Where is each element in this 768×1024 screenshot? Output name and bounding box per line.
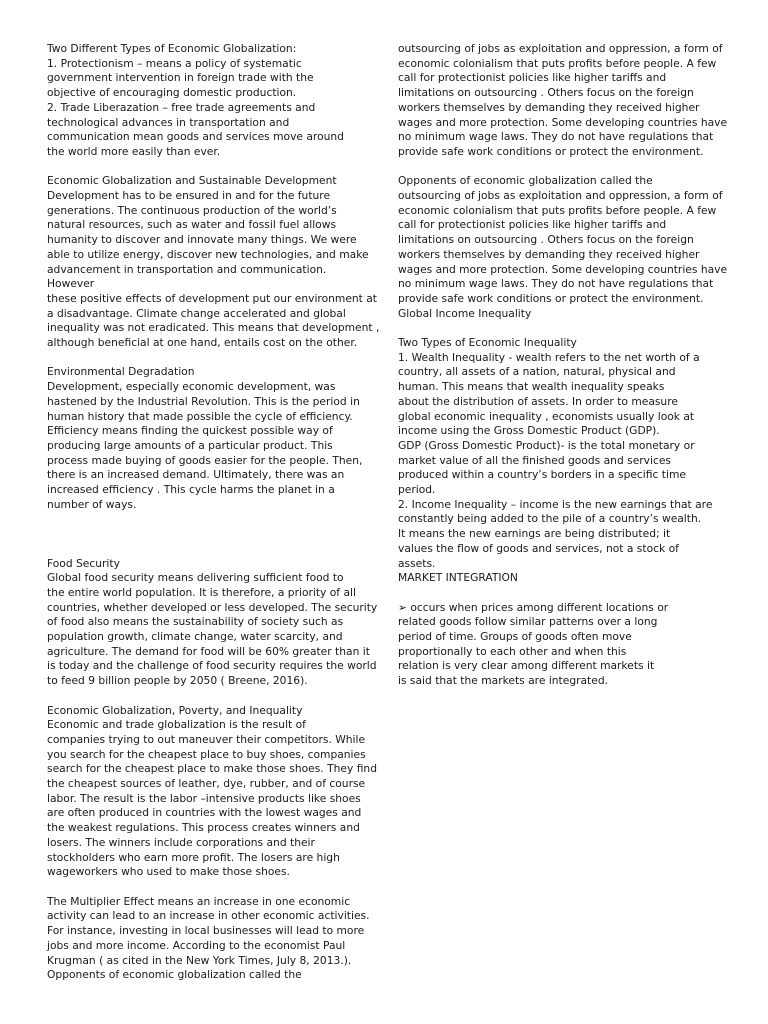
text-line: Food Security — [47, 556, 120, 570]
text-line: 1. Wealth Inequality - wealth refers to the net worth of a — [398, 350, 700, 364]
text-line: are often produced in countries with the lowest wages and — [47, 806, 362, 820]
text-line: period. — [398, 483, 436, 497]
text-line: technological advances in transportation and — [47, 115, 290, 129]
paragraph-block — [398, 174, 728, 321]
text-line: labor. The result is the labor –intensive products like shoes — [47, 791, 361, 805]
text-line: objective of encouraging domestic production. — [47, 86, 297, 100]
right-column — [398, 42, 728, 704]
text-line: losers. The winners include corporations and their — [47, 835, 315, 849]
text-line: outsourcing of jobs as exploitation and oppression, a form of — [398, 42, 723, 55]
text-line: the cheapest sources of leather, dye, rubber, and of course — [47, 777, 366, 791]
text-line: workers themselves by demanding they received higher — [398, 247, 700, 261]
text-line: Krugman ( as cited in the New York Times, July 8, 2013.). — [47, 953, 352, 967]
text-line: agriculture. The demand for food will be 60% greater than it — [47, 644, 370, 658]
text-line: economic colonialism that puts profits before people. A few — [398, 203, 717, 217]
text-line: jobs and more income. According to the economist Paul — [47, 938, 346, 952]
text-line: advancement in transportation and communication. — [47, 262, 327, 276]
text-line: Economic Globalization and Sustainable Development — [47, 174, 337, 188]
text-line: The Multiplier Effect means an increase in one economic — [47, 894, 351, 908]
text-line: Global Income Inequality — [398, 306, 532, 320]
text-line: government intervention in foreign trade with the — [47, 71, 314, 85]
text-line: call for protectionist policies like higher tariffs and — [398, 218, 667, 232]
text-line: number of ways. — [47, 497, 137, 511]
text-line: values the flow of goods and services, not a stock of — [398, 541, 679, 555]
text-line: increased efficiency . This cycle harms the planet in a — [47, 483, 335, 497]
text-line: 1. Protectionism – means a policy of systematic — [47, 56, 302, 70]
text-line: to feed 9 billion people by 2050 ( Breene, 2016). — [47, 674, 308, 688]
text-line: is said that the markets are integrated. — [398, 674, 608, 688]
text-line: the world more easily than ever. — [47, 144, 221, 158]
text-line: produced within a country’s borders in a specific time — [398, 468, 686, 482]
text-line: For instance, investing in local businesses will lead to more — [47, 924, 365, 938]
text-line: limitations on outsourcing . Others focus on the foreign — [398, 233, 694, 247]
text-line: the entire world population. It is therefore, a priority of all — [47, 585, 356, 599]
text-line: Development has to be ensured in and for the future — [47, 189, 331, 203]
text-line: 2. Income Inequality – income is the new earnings that are — [398, 497, 713, 511]
text-line: relation is very clear among different markets it — [398, 659, 655, 673]
text-line: able to utilize energy, discover new technologies, and make — [47, 247, 369, 261]
text-line: a disadvantage. Climate change accelerated and global — [47, 306, 346, 320]
text-line: call for protectionist policies like higher tariffs and — [398, 71, 667, 85]
text-line: companies trying to out maneuver their competitors. While — [47, 732, 366, 746]
text-line: It means the new earnings are being distributed; it — [398, 527, 671, 541]
paragraph-block — [398, 336, 728, 586]
left-column — [47, 42, 380, 998]
text-line: ➢ occurs when prices among different locations or — [398, 600, 669, 614]
text-line: Environmental Degradation — [47, 365, 195, 379]
text-line: Opponents of economic globalization called the — [398, 174, 653, 188]
text-line: Two Different Types of Economic Globalization: — [47, 42, 297, 55]
text-line: communication mean goods and services move around — [47, 130, 344, 144]
text-line: of food also means the sustainability of society such as — [47, 615, 344, 629]
text-line: hastened by the Industrial Revolution. This is the period in — [47, 394, 360, 408]
text-line: Economic Globalization, Poverty, and Inequality — [47, 703, 303, 717]
text-line: workers themselves by demanding they received higher — [398, 100, 700, 114]
paragraph-block — [47, 895, 377, 983]
text-line: wageworkers who used to make those shoes. — [47, 865, 290, 879]
text-line: generations. The continuous production of the world’s — [47, 203, 337, 217]
text-line: Economic and trade globalization is the result of — [47, 718, 306, 732]
text-line: wages and more protection. Some developing countries have — [398, 115, 728, 129]
text-line: producing large amounts of a particular product. This — [47, 438, 333, 452]
text-line: market value of all the finished goods and services — [398, 453, 671, 467]
text-line: wages and more protection. Some developing countries have — [398, 262, 728, 276]
text-line: although beneficial at one hand, entails cost on the other. — [47, 336, 358, 350]
text-line: provide safe work conditions or protect the environment. — [398, 291, 704, 305]
paragraph-block — [47, 557, 377, 689]
text-line: limitations on outsourcing . Others focus on the foreign — [398, 86, 694, 100]
text-line: search for the cheapest place to make those shoes. They find — [47, 762, 377, 776]
paragraph-block — [47, 42, 377, 160]
paragraph-block — [47, 365, 377, 512]
text-line: inequality was not eradicated. This means that development , — [47, 321, 380, 335]
text-line: However — [47, 277, 95, 291]
text-line: constantly being added to the pile of a country’s wealth. — [398, 512, 702, 526]
text-line: human history that made possible the cycle of efficiency. — [47, 409, 353, 423]
text-line: human. This means that wealth inequality speaks — [398, 380, 665, 394]
text-line: period of time. Groups of goods often move — [398, 630, 632, 644]
paragraph-block — [47, 704, 377, 880]
text-line: about the distribution of assets. In order to measure — [398, 394, 678, 408]
text-line: countries, whether developed or less developed. The security — [47, 600, 378, 614]
text-line: natural resources, such as water and fossil fuel allows — [47, 218, 337, 232]
text-line: no minimum wage laws. They do not have regulations that — [398, 277, 714, 291]
text-line: provide safe work conditions or protect the environment. — [398, 144, 704, 158]
text-line: these positive effects of development put our environment at — [47, 291, 377, 305]
text-line: stockholders who earn more profit. The losers are high — [47, 850, 340, 864]
text-line: MARKET INTEGRATION — [398, 571, 518, 585]
paragraph-block — [47, 174, 380, 350]
paragraph-block — [398, 42, 728, 160]
spacer — [47, 527, 377, 556]
text-line: Global food security means delivering sufficient food to — [47, 571, 344, 585]
text-line: assets. — [398, 556, 436, 570]
text-line: humanity to discover and innovate many things. We were — [47, 233, 357, 247]
text-line: Efficiency means finding the quickest possible way of — [47, 424, 333, 438]
text-line: you search for the cheapest place to buy shoes, companies — [47, 747, 366, 761]
text-line: economic colonialism that puts profits before people. A few — [398, 56, 717, 70]
text-line: 2. Trade Liberazation – free trade agreements and — [47, 100, 316, 114]
text-line: income using the Gross Domestic Product (GDP). — [398, 424, 660, 438]
text-line: activity can lead to an increase in other economic activities. — [47, 909, 370, 923]
text-line: Opponents of economic globalization called the — [47, 968, 302, 982]
text-line: Two Types of Economic Inequality — [398, 336, 577, 350]
text-line: country, all assets of a nation, natural, physical and — [398, 365, 676, 379]
text-line: outsourcing of jobs as exploitation and oppression, a form of — [398, 189, 723, 203]
text-line: global economic inequality , economists usually look at — [398, 409, 695, 423]
text-line: process made buying of goods easier for the people. Then, — [47, 453, 363, 467]
text-line: population growth, climate change, water scarcity, and — [47, 630, 343, 644]
paragraph-block — [398, 601, 728, 689]
text-line: GDP (Gross Domestic Product)- is the total monetary or — [398, 438, 695, 452]
text-line: related goods follow similar patterns over a long — [398, 615, 658, 629]
text-line: there is an increased demand. Ultimately, there was an — [47, 468, 345, 482]
text-line: no minimum wage laws. They do not have regulations that — [398, 130, 714, 144]
text-line: the weakest regulations. This process creates winners and — [47, 821, 360, 835]
text-line: Development, especially economic development, was — [47, 380, 336, 394]
text-line: is today and the challenge of food security requires the world — [47, 659, 377, 673]
text-line: proportionally to each other and when this — [398, 644, 627, 658]
